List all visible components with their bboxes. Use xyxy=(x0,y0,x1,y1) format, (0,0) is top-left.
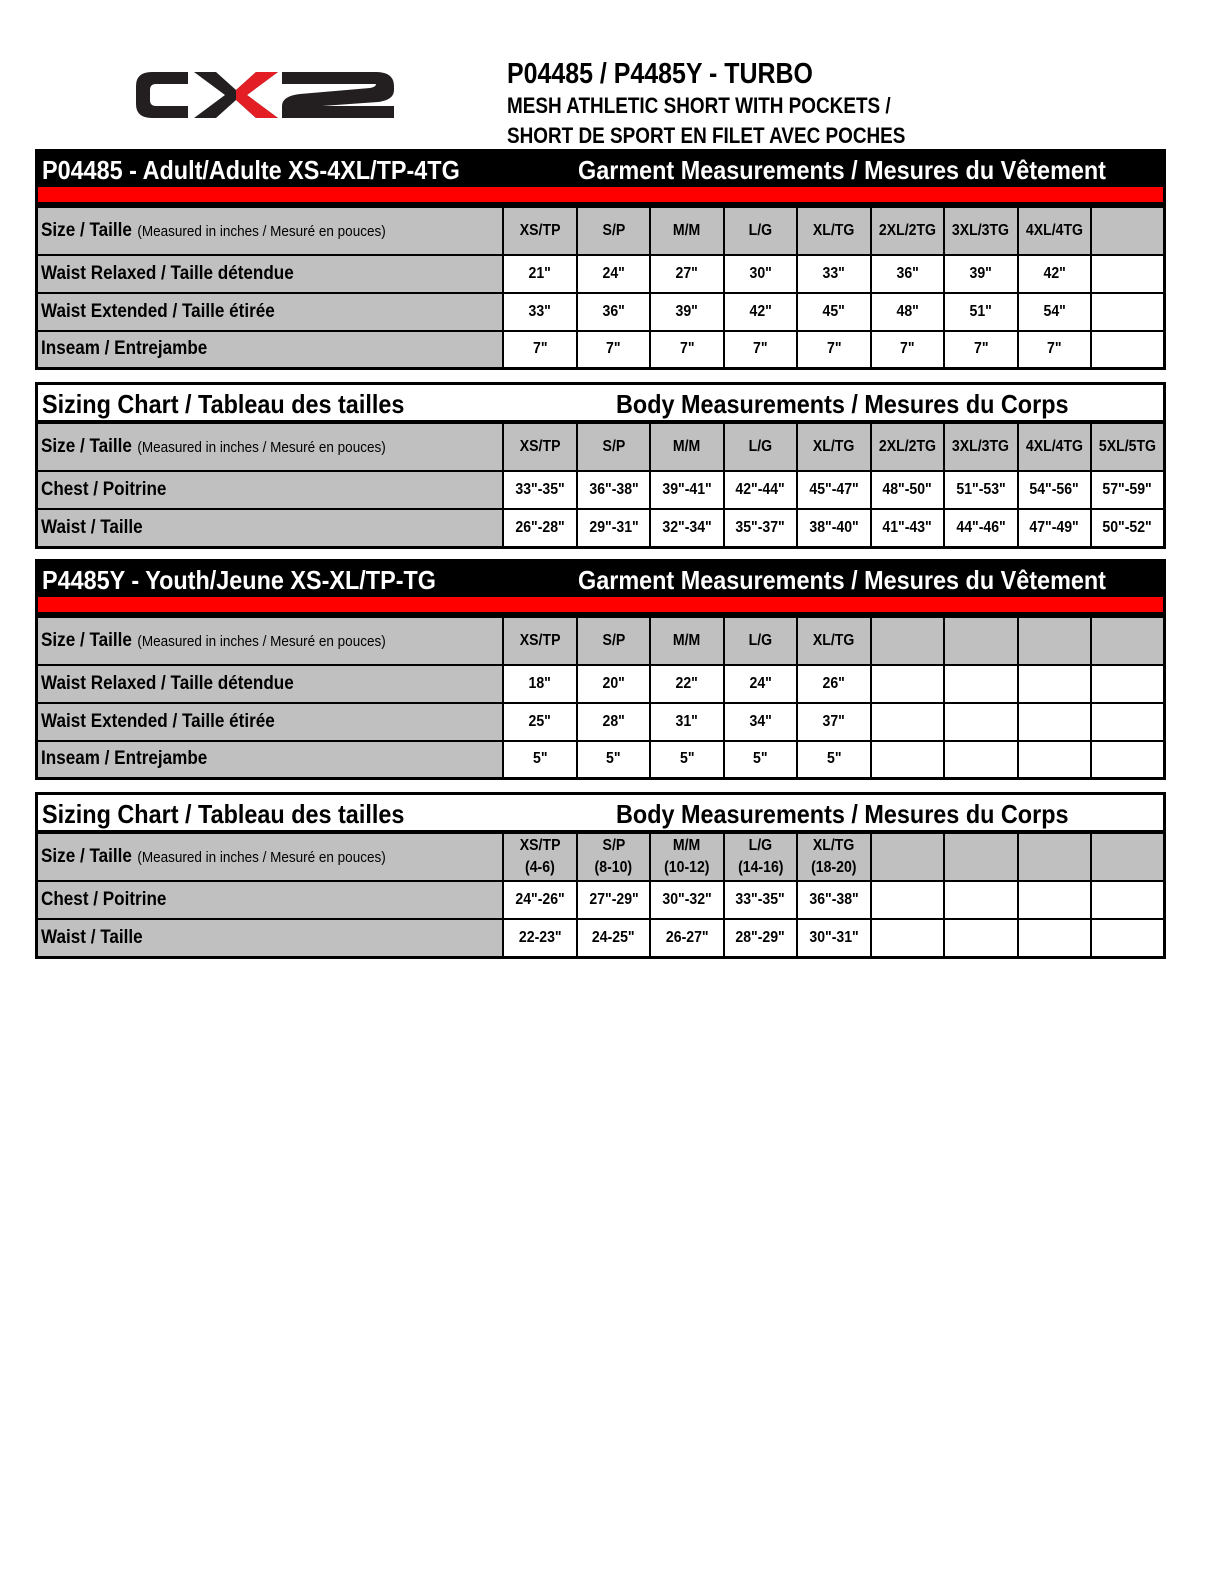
section-left-title: Sizing Chart / Tableau des tailles xyxy=(42,389,405,419)
banner-left-title: P04485 - Adult/Adulte XS-4XL/TP-4TG xyxy=(42,155,460,185)
size-cell: S/P xyxy=(577,617,650,665)
value-cell: 5" xyxy=(724,741,797,779)
product-header xyxy=(507,57,1167,151)
value-cell: 36"-38" xyxy=(577,471,650,509)
size-cell: 2XL/2TG xyxy=(871,207,944,255)
value-cell: 33"-35" xyxy=(724,881,797,919)
value-cell: 51"-53" xyxy=(944,471,1017,509)
table-row xyxy=(37,665,1165,703)
size-cell: XS/TP xyxy=(503,423,576,471)
value-cell: 26" xyxy=(797,665,870,703)
value-cell xyxy=(871,703,944,741)
value-cell: 34" xyxy=(724,703,797,741)
value-cell: 41"-43" xyxy=(871,509,944,547)
table-row xyxy=(37,703,1165,741)
value-cell: 7" xyxy=(577,331,650,369)
row-label: Waist Relaxed / Taille détendue xyxy=(37,255,504,293)
youth-garment-banner xyxy=(35,559,1166,615)
youth-body-table xyxy=(35,832,1166,959)
size-cell: XS/TP xyxy=(503,617,576,665)
value-cell: 54" xyxy=(1018,293,1091,331)
size-cell: 5XL/5TG xyxy=(1091,423,1165,471)
banner-right-title: Garment Measurements / Mesures du Vêtement xyxy=(578,565,1106,595)
red-stripe xyxy=(38,597,1163,612)
row-label: Chest / Poitrine xyxy=(37,881,504,919)
table-row xyxy=(37,509,1165,547)
value-cell xyxy=(944,881,1017,919)
value-cell: 24" xyxy=(577,255,650,293)
value-cell: 28"-29" xyxy=(724,919,797,957)
value-cell: 5" xyxy=(503,741,576,779)
value-cell: 7" xyxy=(1018,331,1091,369)
value-cell: 47"-49" xyxy=(1018,509,1091,547)
table-row xyxy=(37,881,1165,919)
value-cell: 28" xyxy=(577,703,650,741)
section-right-title: Body Measurements / Mesures du Corps xyxy=(616,389,1069,419)
value-cell: 39" xyxy=(944,255,1017,293)
value-cell xyxy=(1018,741,1091,779)
value-cell: 39" xyxy=(650,293,723,331)
size-cell: M/M xyxy=(650,617,723,665)
value-cell xyxy=(871,741,944,779)
row-label: Waist Relaxed / Taille détendue xyxy=(37,665,504,703)
size-cell xyxy=(944,833,1017,881)
value-cell xyxy=(1091,703,1165,741)
size-cell: XL/TG xyxy=(797,423,870,471)
value-cell: 35"-37" xyxy=(724,509,797,547)
value-cell: 27"-29" xyxy=(577,881,650,919)
size-cell xyxy=(1091,833,1165,881)
size-cell xyxy=(871,617,944,665)
youth-garment-section xyxy=(35,559,1166,780)
value-cell xyxy=(944,741,1017,779)
size-cell: 4XL/4TG xyxy=(1018,207,1091,255)
value-cell xyxy=(944,919,1017,957)
value-cell: 27" xyxy=(650,255,723,293)
value-cell: 45" xyxy=(797,293,870,331)
value-cell: 57"-59" xyxy=(1091,471,1165,509)
row-label: Waist / Taille xyxy=(37,509,504,547)
size-cell: 4XL/4TG xyxy=(1018,423,1091,471)
value-cell: 21" xyxy=(503,255,576,293)
size-cell xyxy=(944,617,1017,665)
row-label: Waist Extended / Taille étirée xyxy=(37,293,504,331)
value-cell: 42" xyxy=(724,293,797,331)
value-cell: 44"-46" xyxy=(944,509,1017,547)
value-cell: 7" xyxy=(797,331,870,369)
value-cell: 30"-32" xyxy=(650,881,723,919)
value-cell: 31" xyxy=(650,703,723,741)
value-cell: 7" xyxy=(871,331,944,369)
table-row xyxy=(37,919,1165,957)
size-cell: XL/TG (18-20) xyxy=(797,833,870,881)
value-cell: 54"-56" xyxy=(1018,471,1091,509)
value-cell: 5" xyxy=(797,741,870,779)
adult-garment-banner xyxy=(35,149,1166,205)
size-label-cell: Size / Taille (Measured in inches / Mesuré en pouces) xyxy=(37,423,504,471)
red-stripe xyxy=(38,187,1163,202)
value-cell: 45"-47" xyxy=(797,471,870,509)
value-cell: 26-27" xyxy=(650,919,723,957)
size-cell: XS/TP xyxy=(503,207,576,255)
value-cell: 22" xyxy=(650,665,723,703)
table-row xyxy=(37,471,1165,509)
value-cell: 48"-50" xyxy=(871,471,944,509)
value-cell: 7" xyxy=(944,331,1017,369)
product-subtitle-en: MESH ATHLETIC SHORT WITH POCKETS / xyxy=(507,93,891,118)
size-cell xyxy=(1018,833,1091,881)
value-cell xyxy=(1018,881,1091,919)
value-cell: 39"-41" xyxy=(650,471,723,509)
size-label-cell: Size / Taille (Measured in inches / Mesuré en pouces) xyxy=(37,833,504,881)
size-label-cell: Size / Taille (Measured in inches / Mesuré en pouces) xyxy=(37,617,504,665)
size-cell: 3XL/3TG xyxy=(944,423,1017,471)
banner-right-title: Garment Measurements / Mesures du Vêtement xyxy=(578,155,1106,185)
row-label: Waist / Taille xyxy=(37,919,504,957)
size-row xyxy=(37,423,1165,471)
table-row xyxy=(37,255,1165,293)
value-cell: 36"-38" xyxy=(797,881,870,919)
value-cell xyxy=(1091,665,1165,703)
size-row xyxy=(37,617,1165,665)
value-cell: 7" xyxy=(503,331,576,369)
banner-left-title: P4485Y - Youth/Jeune XS-XL/TP-TG xyxy=(42,565,437,595)
value-cell xyxy=(1018,703,1091,741)
youth-body-heading xyxy=(35,792,1166,832)
value-cell: 51" xyxy=(944,293,1017,331)
section-left-title: Sizing Chart / Tableau des tailles xyxy=(42,799,405,829)
value-cell: 42"-44" xyxy=(724,471,797,509)
row-label: Inseam / Entrejambe xyxy=(37,741,504,779)
value-cell xyxy=(1091,255,1165,293)
size-cell xyxy=(871,833,944,881)
value-cell xyxy=(1091,741,1165,779)
value-cell: 30"-31" xyxy=(797,919,870,957)
value-cell: 25" xyxy=(503,703,576,741)
adult-body-section xyxy=(35,382,1166,549)
value-cell xyxy=(871,919,944,957)
value-cell: 33" xyxy=(503,293,576,331)
size-cell: M/M (10-12) xyxy=(650,833,723,881)
value-cell xyxy=(1018,919,1091,957)
product-subtitle-fr: SHORT DE SPORT EN FILET AVEC POCHES xyxy=(507,123,906,148)
value-cell: 33"-35" xyxy=(503,471,576,509)
size-cell: L/G (14-16) xyxy=(724,833,797,881)
value-cell: 30" xyxy=(724,255,797,293)
value-cell: 22-23" xyxy=(503,919,576,957)
size-cell: L/G xyxy=(724,423,797,471)
value-cell xyxy=(871,665,944,703)
value-cell xyxy=(1091,293,1165,331)
table-row xyxy=(37,741,1165,779)
size-cell: XS/TP (4-6) xyxy=(503,833,576,881)
size-cell xyxy=(1091,207,1165,255)
size-row xyxy=(37,207,1165,255)
value-cell: 48" xyxy=(871,293,944,331)
size-cell: M/M xyxy=(650,423,723,471)
row-label: Inseam / Entrejambe xyxy=(37,331,504,369)
row-label: Waist Extended / Taille étirée xyxy=(37,703,504,741)
value-cell: 33" xyxy=(797,255,870,293)
table-row xyxy=(37,331,1165,369)
product-title: P04485 / P4485Y - TURBO xyxy=(507,58,813,90)
value-cell: 7" xyxy=(724,331,797,369)
size-cell: 3XL/3TG xyxy=(944,207,1017,255)
size-cell: XL/TG xyxy=(797,617,870,665)
size-cell: S/P (8-10) xyxy=(577,833,650,881)
size-cell: L/G xyxy=(724,207,797,255)
adult-body-table xyxy=(35,422,1166,549)
value-cell xyxy=(1091,919,1165,957)
adult-garment-section xyxy=(35,149,1166,370)
value-cell: 38"-40" xyxy=(797,509,870,547)
adult-garment-table xyxy=(35,205,1166,370)
value-cell: 26"-28" xyxy=(503,509,576,547)
size-cell: XL/TG xyxy=(797,207,870,255)
value-cell xyxy=(944,665,1017,703)
value-cell: 32"-34" xyxy=(650,509,723,547)
size-cell: L/G xyxy=(724,617,797,665)
value-cell: 24-25" xyxy=(577,919,650,957)
section-right-title: Body Measurements / Mesures du Corps xyxy=(616,799,1069,829)
value-cell: 36" xyxy=(577,293,650,331)
youth-body-section xyxy=(35,792,1166,959)
size-cell: 2XL/2TG xyxy=(871,423,944,471)
size-cell: S/P xyxy=(577,423,650,471)
cx2-logo xyxy=(132,66,400,124)
value-cell xyxy=(944,703,1017,741)
value-cell: 24"-26" xyxy=(503,881,576,919)
size-cell: M/M xyxy=(650,207,723,255)
value-cell: 24" xyxy=(724,665,797,703)
row-label: Chest / Poitrine xyxy=(37,471,504,509)
table-row xyxy=(37,293,1165,331)
value-cell xyxy=(1018,665,1091,703)
adult-body-heading xyxy=(35,382,1166,422)
size-row xyxy=(37,833,1165,881)
value-cell: 42" xyxy=(1018,255,1091,293)
size-cell xyxy=(1018,617,1091,665)
value-cell: 20" xyxy=(577,665,650,703)
size-label-cell: Size / Taille (Measured in inches / Mesuré en pouces) xyxy=(37,207,504,255)
value-cell: 5" xyxy=(577,741,650,779)
size-cell: S/P xyxy=(577,207,650,255)
value-cell: 5" xyxy=(650,741,723,779)
value-cell: 7" xyxy=(650,331,723,369)
youth-garment-table xyxy=(35,615,1166,780)
value-cell xyxy=(1091,331,1165,369)
value-cell: 37" xyxy=(797,703,870,741)
value-cell: 29"-31" xyxy=(577,509,650,547)
value-cell xyxy=(871,881,944,919)
value-cell: 50"-52" xyxy=(1091,509,1165,547)
value-cell xyxy=(1091,881,1165,919)
value-cell: 18" xyxy=(503,665,576,703)
size-cell xyxy=(1091,617,1165,665)
value-cell: 36" xyxy=(871,255,944,293)
